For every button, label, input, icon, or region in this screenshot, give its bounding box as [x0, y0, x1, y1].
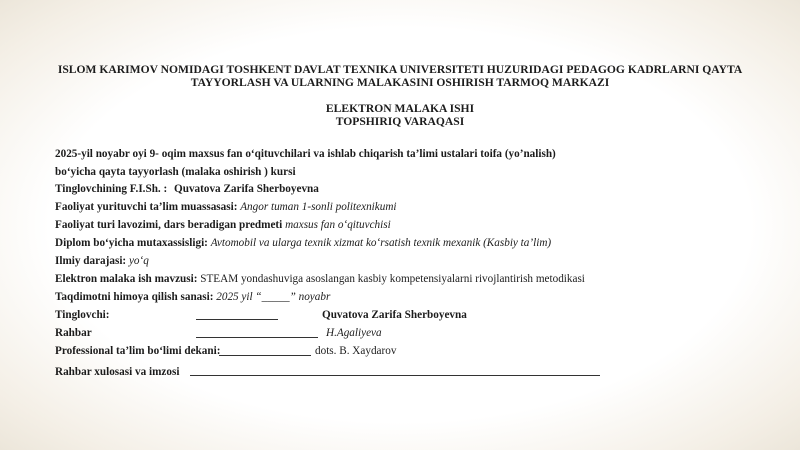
course-line1: 2025-yil noyabr oyi 9- oqim maxsus fan o‘qituvchilari va ishlab chiqarish ta’limi ustalari toifa (yo’nalish) — [55, 148, 556, 160]
supervisor-signature-line — [196, 337, 318, 338]
course-line2: bo‘yicha qayta tayyorlash (malaka oshirish ) kursi — [55, 166, 296, 178]
document-title-line1: ELEKTRON MALAKA ISHI — [325, 102, 475, 115]
conclusion-label: Rahbar xulosasi va imzosi — [55, 366, 180, 378]
position-row — [55, 218, 391, 232]
position-value: maxsus fan o‘qituvchisi — [285, 219, 391, 231]
institution-value: Angor tuman 1-sonli politexnikumi — [240, 201, 397, 213]
defense-row — [55, 290, 330, 304]
institution-name-line1: ISLOM KARIMOV NOMIDAGI TOSHKENT DAVLAT TEXNIKA UNIVERSITETI HUZURIDAGI PEDAGOG KADRLARNI QAYTA — [57, 63, 743, 76]
trainee-signature-line — [196, 319, 278, 320]
dean-row — [55, 344, 220, 358]
defense-value: 2025 yil “_____” noyabr — [216, 291, 331, 303]
diploma-label: Diplom bo‘yicha mutaxassisligi: — [55, 237, 208, 249]
topic-value: STEAM yondashuviga asoslangan kasbiy kompetensiyalarni rivojlantirish metodikasi — [200, 273, 585, 285]
trainee-value: Quvatova Zarifa Sherboyevna — [174, 183, 319, 195]
topic-row — [55, 272, 585, 286]
degree-label: Ilmiy darajasi: — [55, 255, 127, 267]
diploma-value: Avtomobil va ularga texnik xizmat ko‘rsatish texnik mexanik (Kasbiy ta’lim) — [210, 237, 552, 249]
document-title-line2: TOPSHIRIQ VARAQASI — [335, 115, 465, 128]
trainee-row — [55, 182, 319, 196]
institution-label: Faoliyat yurituvchi ta’lim muassasasi: — [55, 201, 238, 213]
trainee-label: Tinglovchining F.I.Sh. : — [55, 183, 168, 195]
diploma-row — [55, 236, 551, 250]
institution-row — [55, 200, 397, 214]
topic-label: Elektron malaka ish mavzusi: — [55, 273, 198, 285]
position-label: Faoliyat turi lavozimi, dars beradigan predmeti — [55, 219, 283, 231]
trainee-sign-label: Tinglovchi: — [55, 309, 110, 321]
defense-label: Taqdimotni himoya qilish sanasi: — [55, 291, 214, 303]
conclusion-signature-line — [190, 375, 600, 376]
dean-name: dots. B. Xaydarov — [315, 345, 397, 357]
institution-name-line2: TAYYORLASH VA ULARNING MALAKASINI OSHIRISH TARMOQ MARKAZI — [190, 76, 610, 89]
trainee-sign-name: Quvatova Zarifa Sherboyevna — [322, 309, 467, 321]
degree-value: yo‘q — [128, 255, 149, 267]
dean-label: Professional ta’lim bo‘limi dekani: — [55, 345, 221, 357]
supervisor-name: H.Agaliyeva — [326, 327, 382, 339]
dean-signature-line — [219, 355, 311, 356]
supervisor-label: Rahbar — [55, 327, 92, 339]
degree-row — [55, 254, 149, 268]
